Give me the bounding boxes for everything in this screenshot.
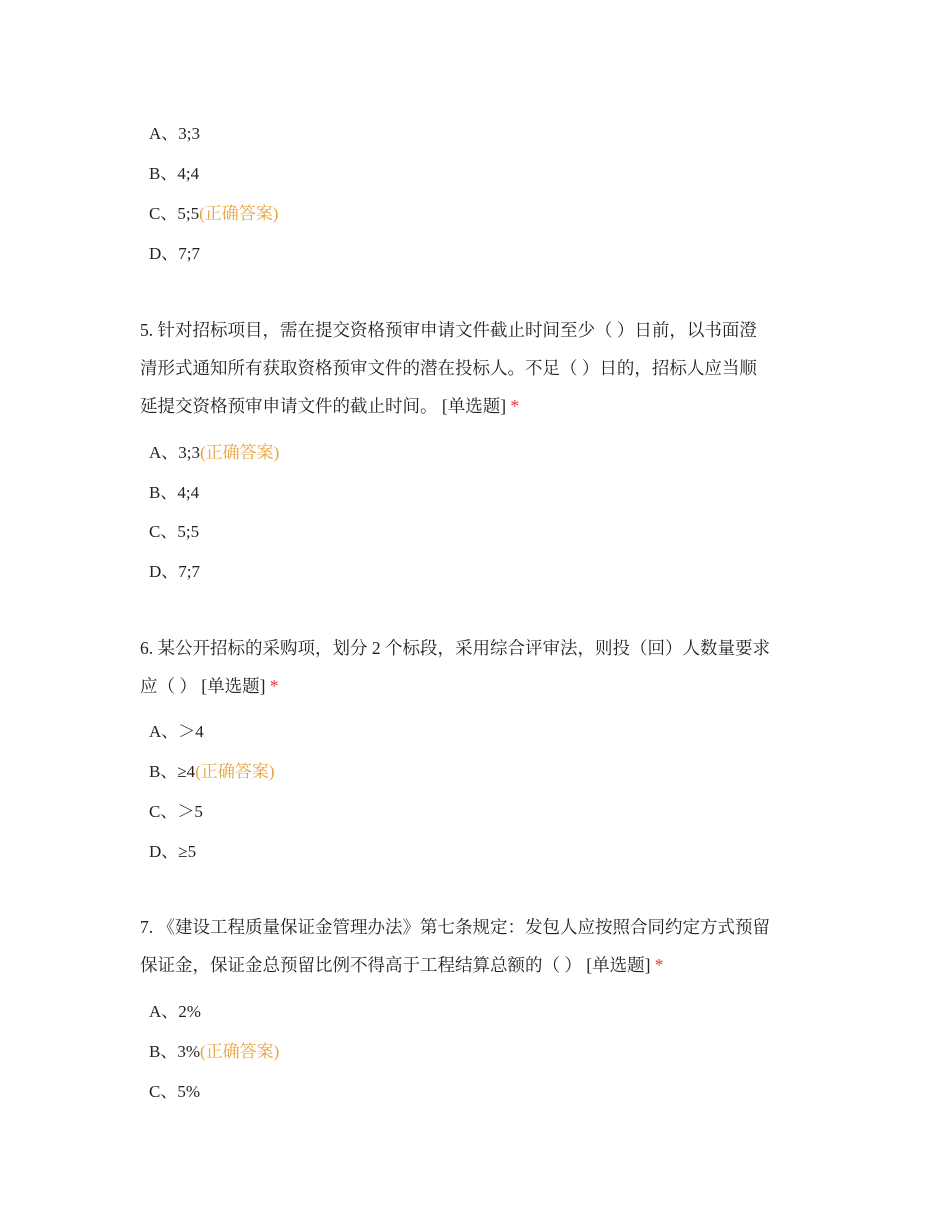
correct-answer-marker: (正确答案) [195,762,275,781]
q5-option-d [149,560,200,584]
option-text: 5;5 [177,204,200,223]
option-text: ≥4 [177,762,196,781]
option-text: ＞4 [178,722,204,741]
q5-option-b [149,481,199,505]
option-letter: A、 [149,443,179,462]
option-text: 2% [178,1002,201,1021]
question-6 [140,629,820,705]
option-letter: D、 [149,842,179,861]
option-text: 7;7 [178,244,201,263]
question-text-line [140,387,820,425]
q6-option-d [149,840,196,864]
option-letter: A、 [149,1002,179,1021]
q4-option-a [149,122,200,146]
question-text-line: 清形式通知所有获取资格预审文件的潜在投标人。不足（ ）日的，招标人应当顺 [140,358,757,378]
option-letter: C、 [149,522,178,541]
question-text-line: 5. 针对招标项目，需在提交资格预审申请文件截止时间至少（ ）日前，以书面澄 [140,320,757,340]
question-text-line: 6. 某公开招标的采购项，划分 2 个标段，采用综合评审法，则投（回）人数量要求 [140,638,770,658]
option-letter: D、 [149,562,179,581]
option-text: 4;4 [177,483,200,502]
q4-option-b [149,162,199,186]
option-letter: C、 [149,204,178,223]
required-marker: * [510,396,520,416]
option-letter: A、 [149,124,179,143]
correct-answer-marker: (正确答案) [199,204,279,223]
question-text: 延提交资格预审申请文件的截止时间。 [140,396,438,416]
option-letter: B、 [149,1042,178,1061]
option-text: ＞5 [177,802,203,821]
required-marker: * [654,955,664,975]
option-text: 3;3 [178,124,201,143]
q6-option-b [149,760,275,784]
question-7 [140,908,820,984]
option-letter: B、 [149,164,178,183]
question-type-label: [单选题] [586,955,651,975]
correct-answer-marker: (正确答案) [200,1042,280,1061]
question-text: 应（ ） [140,676,197,696]
question-type-label: [单选题] [201,676,266,696]
q5-option-c [149,520,199,544]
q7-option-c [149,1080,200,1104]
option-letter: B、 [149,483,178,502]
option-letter: A、 [149,722,179,741]
option-text: 5% [177,1082,201,1101]
correct-answer-marker: (正确答案) [200,443,280,462]
question-text-line [140,667,820,705]
q4-option-d [149,242,200,266]
question-text-line [140,946,820,984]
q5-option-a [149,441,279,465]
q6-option-c [149,800,203,824]
question-text-line: 7. 《建设工程质量保证金管理办法》第七条规定：发包人应按照合同约定方式预留 [140,917,770,937]
q7-option-b [149,1040,279,1064]
question-text: 保证金，保证金总预留比例不得高于工程结算总额的（ ） [140,955,582,975]
option-letter: C、 [149,802,178,821]
q4-option-c [149,202,278,226]
option-text: 4;4 [177,164,200,183]
option-text: 3% [177,1042,201,1061]
option-letter: C、 [149,1082,178,1101]
q6-option-a [149,720,204,744]
q7-option-a [149,1000,201,1024]
option-text: ≥5 [178,842,197,861]
option-letter: D、 [149,244,179,263]
question-5 [140,311,820,425]
question-type-label: [单选题] [441,396,507,416]
required-marker: * [269,676,279,696]
option-text: 3;3 [178,443,201,462]
option-text: 5;5 [177,522,200,541]
option-letter: B、 [149,762,178,781]
option-text: 7;7 [178,562,201,581]
